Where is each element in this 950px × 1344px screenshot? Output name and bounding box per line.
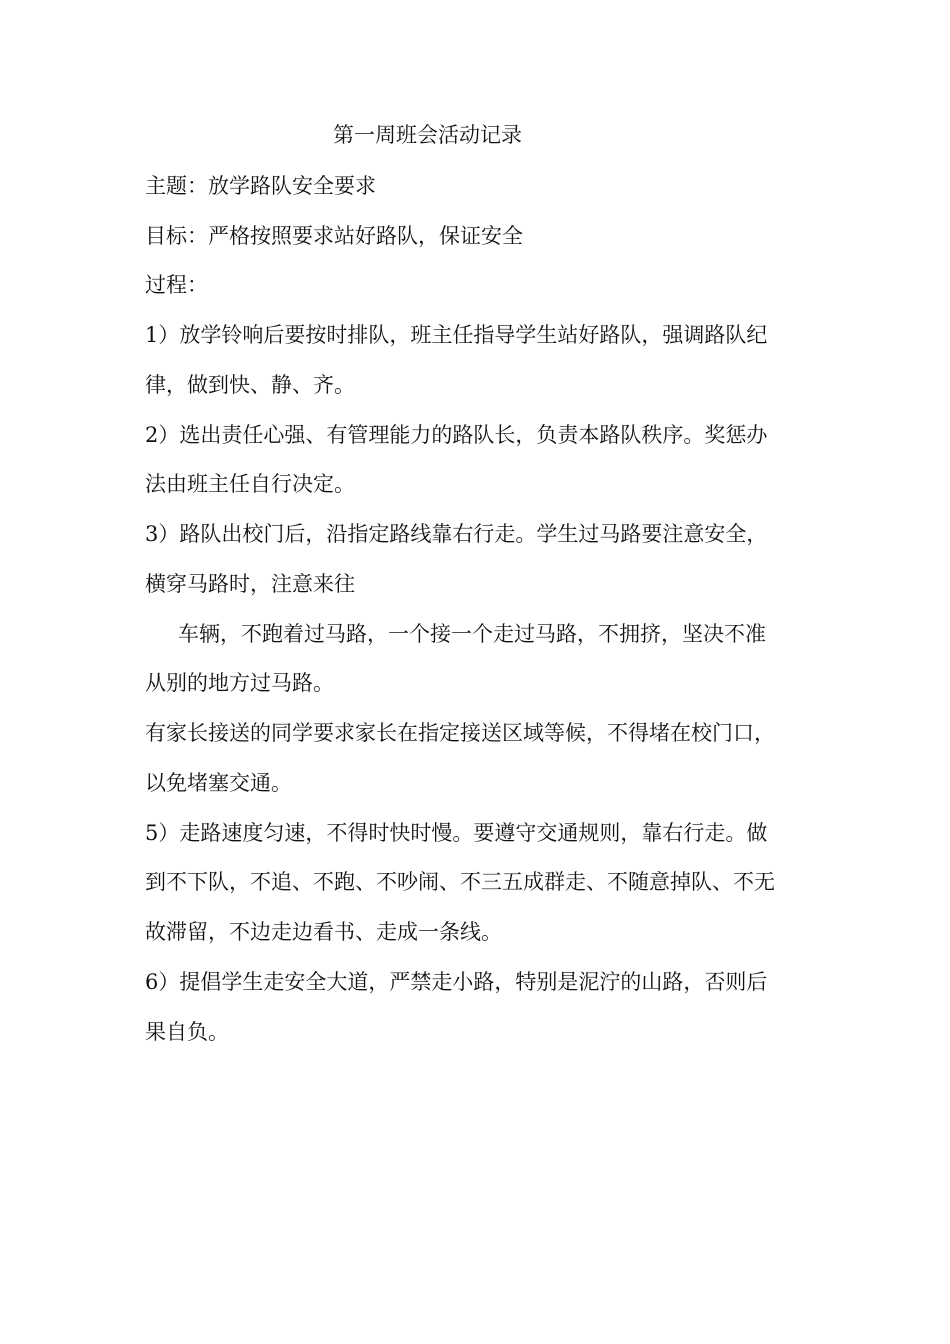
process-line: 故滞留，不边走边看书、走成一条线。 xyxy=(145,920,502,944)
process-line: 6）提倡学生走安全大道，严禁走小路，特别是泥泞的山路，否则后 xyxy=(145,970,768,994)
process-line: 横穿马路时，注意来往 xyxy=(145,572,355,596)
process-line: 到不下队，不追、不跑、不吵闹、不三五成群走、不随意掉队、不无 xyxy=(145,870,775,894)
theme-line: 主题：放学路队安全要求 xyxy=(145,174,376,198)
process-line: 律，做到快、静、齐。 xyxy=(145,373,355,397)
document-title: 第一周班会活动记录 xyxy=(333,123,522,147)
process-line: 从别的地方过马路。 xyxy=(145,671,334,695)
process-line: 车辆，不跑着过马路，一个接一个走过马路，不拥挤，坚决不准 xyxy=(178,622,766,646)
process-line: 2）选出责任心强、有管理能力的路队长，负责本路队秩序。奖惩办 xyxy=(145,423,768,447)
process-line: 法由班主任自行决定。 xyxy=(145,472,355,496)
process-heading: 过程： xyxy=(145,273,208,297)
process-line: 3）路队出校门后，沿指定路线靠右行走。学生过马路要注意安全， xyxy=(145,522,768,546)
process-line: 有家长接送的同学要求家长在指定接送区域等候，不得堵在校门口， xyxy=(145,721,775,745)
process-line: 5）走路速度匀速，不得时快时慢。要遵守交通规则，靠右行走。做 xyxy=(145,821,768,845)
process-line: 果自负。 xyxy=(145,1020,229,1044)
goal-line: 目标：严格按照要求站好路队，保证安全 xyxy=(145,224,523,248)
process-line: 以免堵塞交通。 xyxy=(145,771,292,795)
process-line: 1）放学铃响后要按时排队，班主任指导学生站好路队，强调路队纪 xyxy=(145,323,768,347)
